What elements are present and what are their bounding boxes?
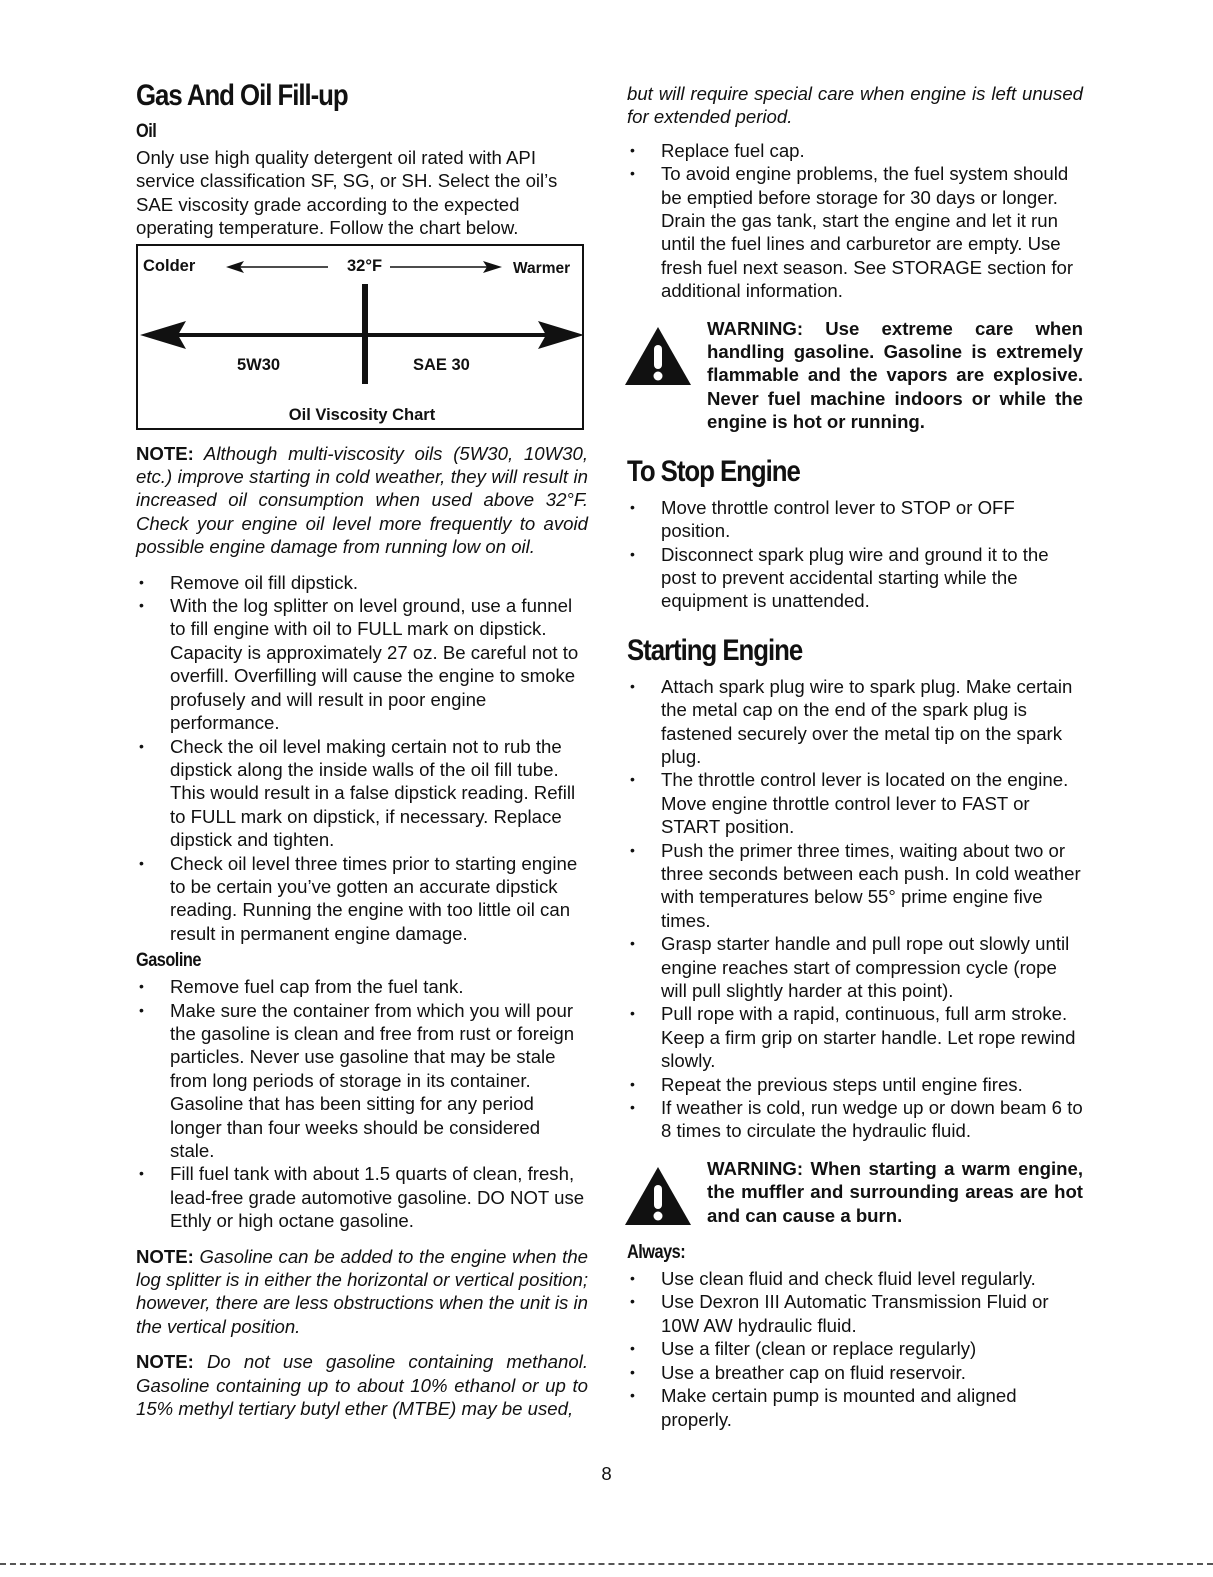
gasoline-steps-continued (627, 139, 1083, 303)
list-item: • Use clean fluid and check fluid level regularly. (627, 1267, 1083, 1290)
list-item: • Pull rope with a rapid, continuous, full arm stroke. Keep a firm grip on starter handle. Let rope rewind slowly. (627, 1002, 1083, 1072)
warning-gasoline (627, 317, 1083, 434)
list-item: • Fill fuel tank with about 1.5 quarts of clean, fresh, lead-free grade automotive gasoline. DO NOT use Ethly or high octane gasoline. (136, 1162, 588, 1232)
list-item: • If weather is cold, run wedge up or down beam 6 to 8 times to circulate the hydraulic fluid. (627, 1096, 1083, 1143)
chart-caption: Oil Viscosity Chart (288, 405, 436, 424)
gasoline-heading: Gasoline (136, 950, 201, 972)
chart-warmer-label: Warmer (513, 259, 571, 277)
warning-hot-engine (627, 1157, 1083, 1227)
list-item: • Use a breather cap on fluid reservoir. (627, 1361, 1083, 1384)
note-text: Do not use gasoline containing methanol. Gasoline containing up to about 10% ethanol or up to 15% methyl tertiary butyl ether (MTBE) may be used, (136, 1351, 588, 1420)
left-column (136, 78, 588, 1420)
list-item: • The throttle control lever is located on the engine. Move engine throttle control lever to FAST or START position. (627, 768, 1083, 838)
section-title-gas-oil: Gas And Oil Fill-up (136, 79, 348, 112)
list-item: • Make sure the container from which you will pour the gasoline is clean and free from rust or foreign particles. Never use gasoline that may be stale from long periods of storage in its container. Gasoline that has been sitting for any period longer than four weeks should be considered stale. (136, 999, 588, 1163)
oil-intro: Only use high quality detergent oil rated with API service classification SF, SG, or SH. Select the oil’s SAE viscosity grade according to the expected operating temperature. Follow the chart below. (136, 147, 558, 239)
list-item: • Move throttle control lever to STOP or OFF position. (627, 496, 1083, 543)
colder-arrow (226, 261, 328, 273)
chart-5w30-label: 5W30 (237, 355, 281, 374)
temp-divider (362, 284, 368, 384)
note-fill-position (136, 1245, 588, 1339)
page-bottom-rule (0, 1563, 1213, 1565)
list-item: • Remove fuel cap from the fuel tank. (136, 975, 588, 998)
list-item: • Use a filter (clean or replace regularly) (627, 1337, 1083, 1360)
list-item: • Check oil level three times prior to starting engine to be certain you’ve gotten an accurate dipstick reading. Running the engine with too little oil can result in permanent engine damage. (136, 852, 588, 946)
gasoline-steps-list (136, 975, 588, 1232)
chart-temp-label: 32°F (347, 256, 383, 275)
list-item: • Disconnect spark plug wire and ground it to the post to prevent accidental starting while the equipment is unattended. (627, 543, 1083, 613)
list-item: • Use Dexron III Automatic Transmission Fluid or 10W AW hydraulic fluid. (627, 1290, 1083, 1337)
list-item: • Attach spark plug wire to spark plug. Make certain the metal cap on the end of the spark plug is fastened securely over the metal tip on the spark plug. (627, 675, 1083, 769)
list-item: • With the log splitter on level ground, use a funnel to fill engine with oil to FULL mark on dipstick. Capacity is approximately 27 oz. Be careful not to overfill. Overfilling will cause the engine to smoke profusely and will result in poor engine performance. (136, 594, 588, 734)
list-item: • Repeat the previous steps until engine fires. (627, 1073, 1083, 1096)
warning-triangle-icon (623, 1165, 693, 1227)
list-item: • Remove oil fill dipstick. (136, 571, 588, 594)
note-continued: but will require special care when engine is left unused for extended period. (627, 83, 1083, 128)
list-item: • Check the oil level making certain not to rub the dipstick along the inside walls of the oil fill tube. This would result in a false dipstick reading. Refill to FULL mark on dipstick, if necessary. Replace dipstick and tighten. (136, 735, 588, 852)
always-heading: Always: (627, 1242, 686, 1264)
page-number: 8 (601, 1463, 612, 1484)
note-text: Although multi-viscosity oils (5W30, 10W30, etc.) improve starting in cold weather, they will result in increased oil consumption when used above 32°F. Check your engine oil level more frequently to avoid possible engine damage from running low on oil. (136, 442, 588, 558)
always-list (627, 1267, 1083, 1431)
list-item: • To avoid engine problems, the fuel system should be emptied before storage for 30 days or longer. Drain the gas tank, start the engine and let it run until the fuel lines and carburetor are empty. Use fresh fuel next season. See STORAGE section for additional information. (627, 162, 1083, 302)
starting-engine-list (627, 675, 1083, 1143)
note-text: Gasoline can be added to the engine when the log splitter is in either the horizontal or vertical position; however, there are less obstructions when the unit is in the vertical position. (136, 1245, 588, 1337)
warning-text: WARNING: Use extreme care when handling gasoline. Gasoline is extremely flammable and the vapors are explosive. Never fuel machine indoors or while the engine is hot or running. (707, 317, 1083, 433)
chart-sae30-label: SAE 30 (413, 355, 470, 374)
section-title-starting-engine: Starting Engine (627, 633, 803, 667)
oil-heading: Oil (136, 121, 157, 142)
warning-triangle-icon (623, 325, 693, 387)
oil-viscosity-chart (136, 244, 584, 430)
note-multi-viscosity (136, 442, 588, 559)
list-item: • Grasp starter handle and pull rope out slowly until engine reaches start of compression cycle (rope will pull slightly harder at this point). (627, 932, 1083, 1002)
section-title-stop-engine: To Stop Engine (627, 454, 800, 488)
note-label: NOTE: (136, 442, 194, 464)
note-label: NOTE: (136, 1351, 194, 1373)
list-item: • Replace fuel cap. (627, 139, 1083, 162)
warmer-arrow (390, 261, 502, 273)
list-item: • Push the primer three times, waiting about two or three seconds between each push. In cold weather with temperatures below 55° prime engine five times. (627, 839, 1083, 933)
warning-text: WARNING: When starting a warm engine, the muffler and surrounding areas are hot and can cause a burn. (707, 1157, 1083, 1226)
note-label: NOTE: (136, 1245, 194, 1267)
list-item: • Make certain pump is mounted and aligned properly. (627, 1384, 1083, 1431)
chart-colder-label: Colder (143, 256, 196, 275)
stop-engine-list (627, 496, 1083, 613)
oil-steps-list (136, 571, 588, 946)
right-column (627, 82, 1083, 1431)
note-methanol (136, 1350, 588, 1420)
